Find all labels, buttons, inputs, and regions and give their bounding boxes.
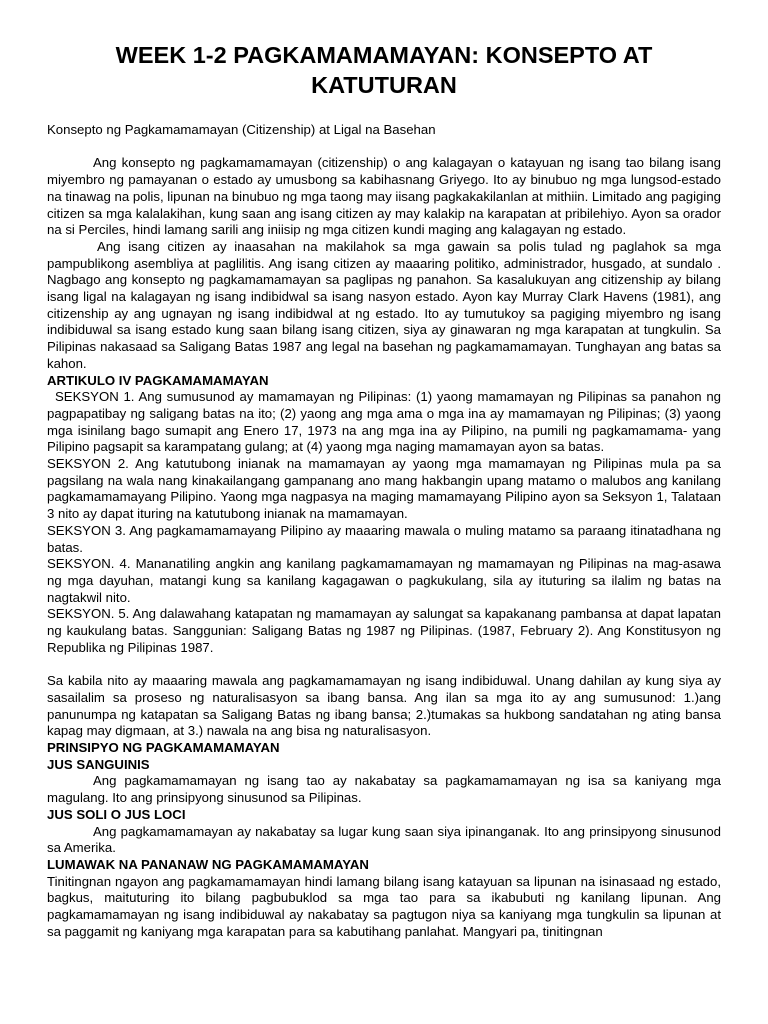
heading-prinsipyo: PRINSIPYO NG PAGKAMAMAMAYAN [47, 739, 280, 755]
paragraph-spacer [47, 656, 721, 673]
paragraph-seksyon-1: SEKSYON 1. Ang sumusunod ay mamamayan ng Pilipinas: (1) yaong mamamayan ng Pilipinas sa panahon ng pagpapatibay ng saligang batas na ito; (2) yaong ang mga ama o mga ina ay mamamayan ng Pilipinas; (3) yaong mga isinilang bago sumapit ang Enero 17, 1973 na ang mga ina ay Pilipino, na pumili ng pagkamamama- yang Pilipino pagsapit sa karampatang gulang; at (4) yaong mga naging mamamayan ayon sa batas. [47, 389, 721, 455]
paragraph-seksyon-2: SEKSYON 2. Ang katutubong inianak na mamamayan ay yaong mga mamamayan ng Pilipinas mula pa sa pagsilang na wala nang kinakailangang gampanang ano mang hakbangin upang matamo o malubos ang kanilang pagkamamamayang Pilipino. Yaong mga nagpasya na maging mamamayang Pilipino ayon sa Seksyon 1, Talataan 3 nito ay dapat ituring na katutubong inianak na mamamayan. [47, 456, 721, 522]
heading-lumawak: LUMAWAK NA PANANAW NG PAGKAMAMAMAYAN [47, 856, 369, 872]
paragraph-jus-sanguinis: Ang pagkamamamayan ng isang tao ay nakabatay sa pagkamamamayan ng isa sa kaniyang mga magulang. Ito ang prinsipyong sinusunod sa Pilipinas. [47, 773, 721, 806]
paragraph-citizen-role: Ang isang citizen ay inaasahan na makilahok sa mga gawain sa polis tulad ng paglahok sa mga pampublikong asembliya at paglilitis. Ang isang citizen ay maaaring politiko, administrador, husgado, at sundalo . Nagbago ang konsepto ng pagkamamamayan sa paglipas ng panahon. Sa kasalukuyan ang citizenship ay bilang isang ligal na kalagayan ng isang indibidwal sa isang nasyon estado. Ayon kay Murray Clark Havens (1981), ang citizenship ay ang ugnayan ng isang indibidwal at ng estado. Ito ay tumutukoy sa pagiging miyembro ng isang indibiduwal sa isang estado kung saan bilang isang citizen, siya ay ginawaran ng mga karapatan at tungkulin. Sa Pilipinas nakasaad sa Saligang Batas 1987 ang legal na basehan ng pagkamamamayan. Tunghayan ang batas sa kahon. [47, 238, 721, 371]
heading-jus-soli: JUS SOLI O JUS LOCI [47, 806, 186, 822]
heading-artikulo-iv: ARTIKULO IV PAGKAMAMAMAYAN [47, 372, 269, 388]
paragraph-seksyon-3: SEKSYON 3. Ang pagkamamamayang Pilipino ay maaaring mawala o muling matamo sa paraang itinatadhana ng batas. [47, 522, 721, 555]
heading-jus-sanguinis: JUS SANGUINIS [47, 756, 150, 772]
paragraph-jus-soli: Ang pagkamamamayan ay nakabatay sa lugar kung saan siya ipinanganak. Ito ang prinsipyong sinusunod sa Amerika. [47, 823, 721, 856]
paragraph-seksyon-4: SEKSYON. 4. Mananatiling angkin ang kanilang pagkamamamayan ng mamamayan ng Pilipinas na mag-asawa ng mga dayuhan, matangi kung sa kanilang kagagawan o pagkukulang, sila ay ituturing sa ilalim ng batas na nagtakwil nito. [47, 556, 721, 605]
document-body [47, 155, 721, 940]
paragraph-intro: Ang konsepto ng pagkamamamayan (citizenship) o ang kalagayan o katayuan ng isang tao bilang isang miyembro ng pamayanan o estado ay umusbong sa kabihasnang Griyego. Ito ay binubuo ng mga lungsod-estado na tinawag na polis, lipunan na binubuo ng mga taong may iisang pagkakakilanlan at mithiin. Limitado ang pagiging citizen sa mga kalalakihan, kung saan ang isang citizen ay may kalakip na karapatan at pribilehiyo. Ayon sa orador na si Perciles, hindi lamang sarili ang iniisip ng mga citizen kundi maging ang kalagayan ng estado. [47, 155, 721, 238]
document-subtitle: Konsepto ng Pagkamamamayan (Citizenship) at Ligal na Basehan [47, 122, 436, 137]
page-title: WEEK 1-2 PAGKAMAMAMAYAN: KONSEPTO AT KATUTURAN [115, 42, 653, 98]
paragraph-loss-of-citizenship: Sa kabila nito ay maaaring mawala ang pagkamamamayan ng isang indibiduwal. Unang dahilan ay kung siya ay sasailalim sa proseso ng naturalisasyon sa ibang bansa. Ang ilan sa mga ito ay ang sumusunod: 1.)ang panunumpa ng katapatan sa Saligang Batas ng ibang bansa; 2.)tumakas sa hukbong sandatahan ng ating bansa kapag may digmaan, at 3.) nawala na ang bisa ng naturalisasyon. [47, 673, 721, 739]
paragraph-lumawak: Tinitingnan ngayon ang pagkamamamayan hindi lamang bilang isang katayuan sa lipunan na isinasaad ng estado, bagkus, maituturing ito bilang pagbubuklod sa mga tao para sa ikabubuti ng kanilang lipunan. Ang pagkamamamayan ng isang indibiduwal ay nakabatay sa pagtugon niya sa kaniyang mga tungkulin sa lipunan at sa paggamit ng kaniyang mga karapatan para sa kabutihang panlahat. Mangyari pa, tinitingnan [47, 873, 721, 939]
paragraph-seksyon-5: SEKSYON. 5. Ang dalawahang katapatan ng mamamayan ay salungat sa kapakanang pambansa at dapat lapatan ng kaukulang batas. Sanggunian: Saligang Batas ng 1987 ng Pilipinas. (1987, February 2). Ang Konstitusyon ng Republika ng Pilipinas 1987. [47, 606, 721, 655]
